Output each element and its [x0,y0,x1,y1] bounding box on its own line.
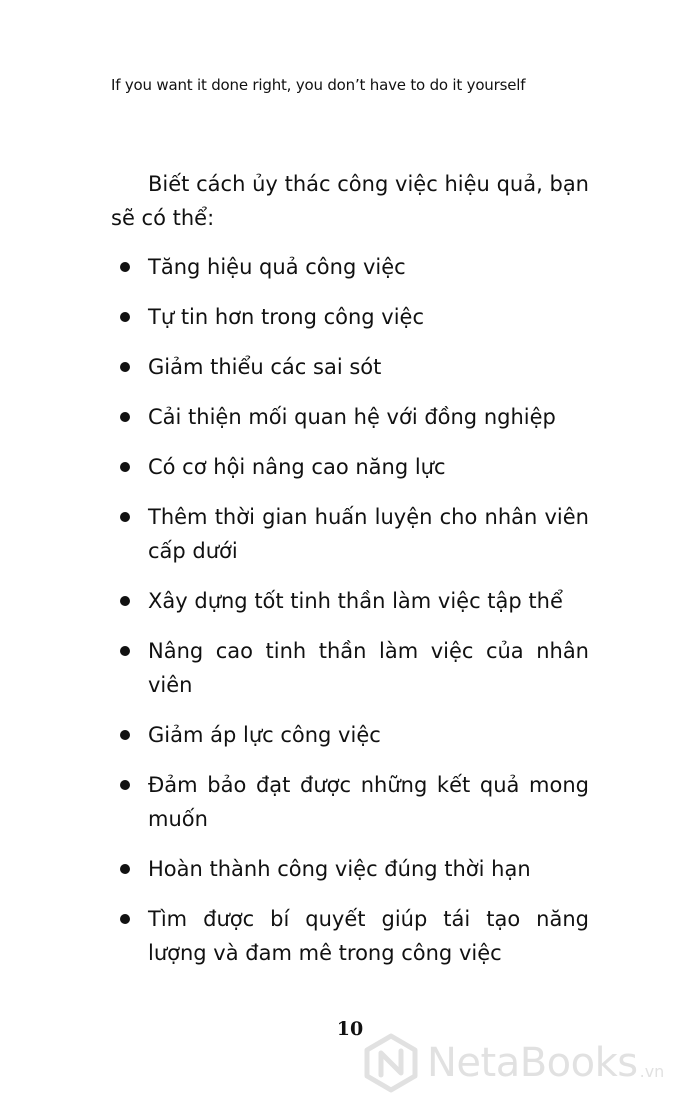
list-item-text: Tìm được bí quyết giúp tái tạo năng lượng và đam mê trong công việc [148,907,589,965]
list-item [111,400,589,434]
running-header: If you want it done right, you don’t have to do it yourself [111,76,526,94]
bullet-icon [120,462,130,472]
list-item-text: Hoàn thành công việc đúng thời hạn [148,857,531,881]
bullet-icon [120,914,130,924]
watermark [363,1032,664,1094]
bullet-icon [120,312,130,322]
bullet-icon [120,412,130,422]
list-item [111,584,589,618]
intro-paragraph: Biết cách ủy thác công việc hiệu quả, bạn sẽ có thể: [111,172,589,230]
list-item [111,634,589,702]
list-item [111,300,589,334]
list-item [111,450,589,484]
list-item [111,350,589,384]
netabooks-logo-icon [363,1033,419,1093]
list-item [111,902,589,970]
list-item-text: Đảm bảo đạt được những kết quả mong muốn [148,773,589,831]
list-item-text: Giảm thiểu các sai sót [148,355,382,379]
bullet-icon [120,362,130,372]
list-item-text: Tăng hiệu quả công việc [148,255,406,279]
list-item [111,768,589,836]
page-number: 10 [336,1018,364,1040]
list-item-text: Xây dựng tốt tinh thần làm việc tập thể [148,589,563,613]
list-item-text: Giảm áp lực công việc [148,723,381,747]
list-item-text: Thêm thời gian huấn luyện cho nhân viên cấp dưới [148,505,589,563]
bullet-icon [120,596,130,606]
list-item [111,852,589,886]
list-item-text: Nâng cao tinh thần làm việc của nhân viên [148,639,589,697]
list-item-text: Tự tin hơn trong công việc [148,305,425,329]
list-item-text: Có cơ hội nâng cao năng lực [148,455,446,479]
benefits-list [111,250,589,986]
list-item [111,250,589,284]
list-item-text: Cải thiện mối quan hệ với đồng nghiệp [148,405,556,429]
bullet-icon [120,646,130,656]
watermark-brand: NetaBooks [427,1040,638,1086]
list-item [111,718,589,752]
bullet-icon [120,512,130,522]
bullet-icon [120,730,130,740]
bullet-icon [120,864,130,874]
bullet-icon [120,262,130,272]
bullet-icon [120,780,130,790]
watermark-suffix: .vn [639,1061,665,1081]
list-item [111,500,589,568]
